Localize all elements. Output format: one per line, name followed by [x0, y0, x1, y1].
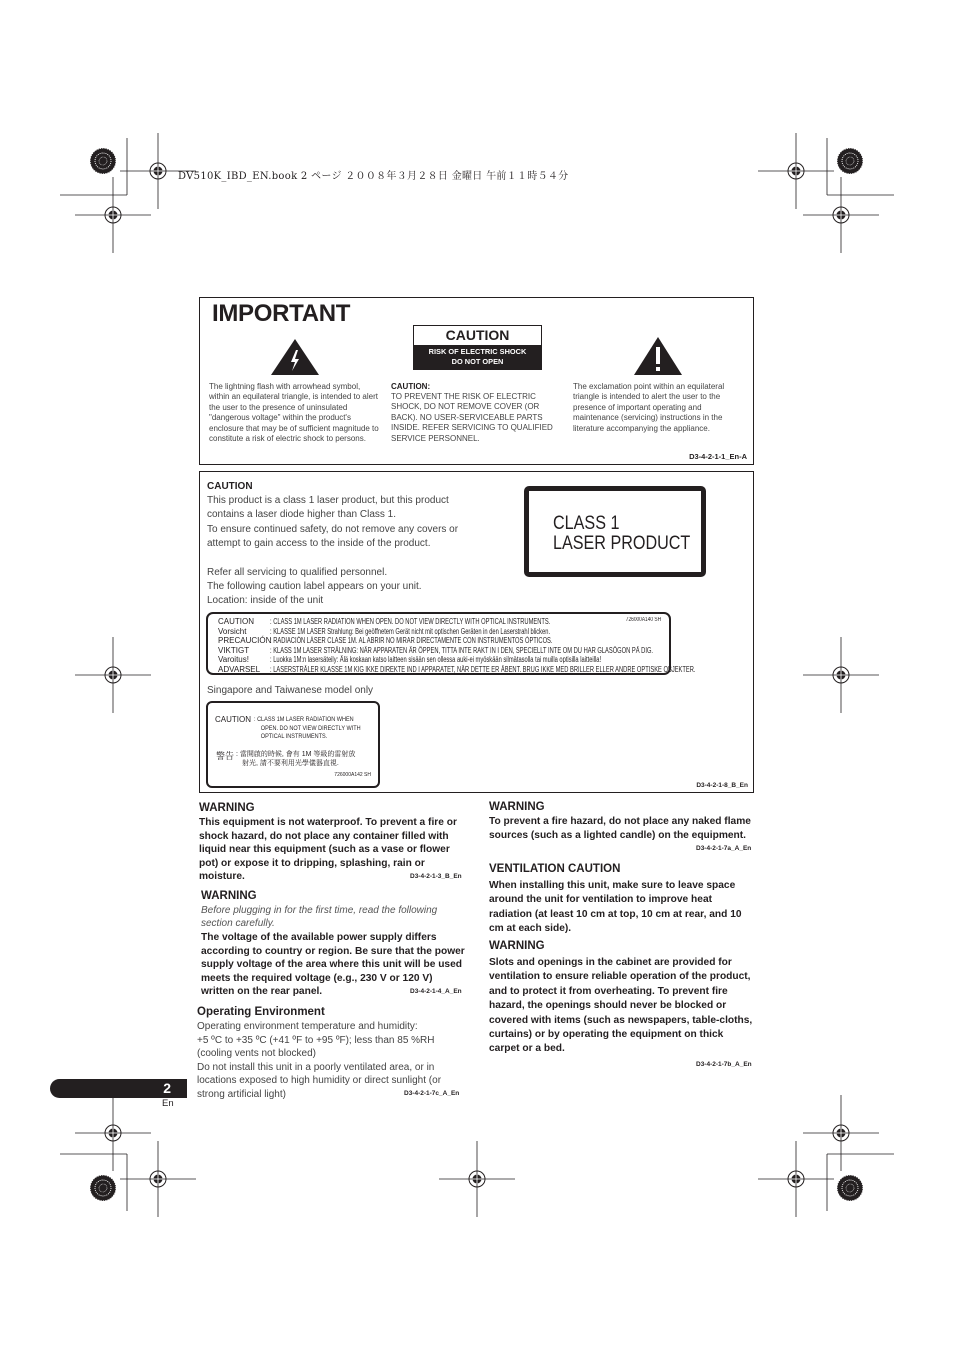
sg-warning-text: : 當開啟的時候, 會有 1M 等級的雷射放 射光, 請不要利用光學儀器直視.	[236, 751, 356, 767]
laser-paragraph-5: Location: inside of the unit	[207, 595, 324, 606]
caution-label-title: CAUTION	[445, 327, 510, 343]
warning-waterproof-heading: WARNING	[199, 802, 255, 814]
label-row-vorsicht: Vorsicht : KLASSE 1M LASER Strahlung: Bei geöffnetem Gerät nicht mit optischen Geräten in den Laserstrahl blicken.	[218, 626, 551, 636]
important-box	[199, 297, 754, 465]
laser-code: D3-4-2-1-8_B_En	[696, 782, 748, 789]
operating-environment-text-2: +5 ºC to +35 ºC (+41 ºF to +95 ºF); less than 85 %RH (cooling vents not blocked)	[197, 1034, 435, 1059]
lightning-description: The lightning flash with arrowhead symbol, within an equilateral triangle, is intended to alert the user to the presence of uninsulated "dangerous voltage" within the product's enclosure that may be of sufficient magnitude to constitute a risk of electric shock to persons.	[209, 382, 379, 444]
operating-environment-code: D3-4-2-1-7c_A_En	[404, 1090, 460, 1097]
laser-paragraph-2: To ensure continued safety, do not remove any covers or attempt to gain access to the inside of the product.	[207, 524, 459, 550]
caution-description: TO PREVENT THE RISK OF ELECTRIC SHOCK, DO NOT REMOVE COVER (OR BACK). NO USER-SERVICEABLE PARTS INSIDE. REFER SERVICING TO QUALIFIED SERVICE PERSONNEL.	[391, 392, 553, 443]
page-language: En	[162, 1098, 174, 1109]
label-code: 726000A140 SH	[625, 617, 661, 623]
label-row-varoitus: Varoitus! : Luokka 1M:n lasersäteily: Älä koskaan katso laitteen sisään sen ollessa auki-ei myöskään silmätasolla tai muilla optisilla laitteilla!	[218, 655, 602, 664]
warning-slots-text: Slots and openings in the cabinet are provided for ventilation to ensure reliable operation of the product, and to protect it from overheating. To prevent fire hazard, the openings should never be blocked or covered with items (such as newspapers, table-cloths, curtains) or by operating the equipment on thick carpet or a bed.	[489, 957, 753, 1055]
sg-warning-word: 警告	[216, 751, 235, 761]
label-row-precaucion: PRECAUCIÓN: RADIACIÓN LÁSER CLASE 1M. AL ABRIR NO MIRAR DIRECTAMENTE CON INSTRUMENTOS ÓPTICOS.	[218, 636, 553, 645]
warning-waterproof-text: This equipment is not waterproof. To prevent a fire or shock hazard, do not place any container filled with liquid near this equipment (such as a vase or flower pot) or expose it to dripping, splashing, rain or moisture.	[199, 817, 457, 883]
book-header: DV510K_IBD_EN.book 2 ページ ２００８年３月２８日 金曜日 午前１１時５４分	[178, 171, 569, 182]
lightning-warning-icon	[270, 338, 320, 376]
warning-voltage-heading: WARNING	[201, 890, 257, 902]
singapore-taiwan-note: Singapore and Taiwanese model only	[207, 685, 374, 696]
sg-caution-text: : CLASS 1M LASER RADIATION WHEN OPEN. DO NOT VIEW DIRECTLY WITH OPTICAL INSTRUMENTS.	[254, 716, 361, 740]
warning-slots-heading: WARNING	[489, 940, 545, 952]
laser-caution-heading: CAUTION	[207, 481, 253, 492]
warning-flame-heading: WARNING	[489, 801, 545, 813]
ventilation-heading: VENTILATION CAUTION	[489, 863, 621, 875]
caution-heading: CAUTION:	[391, 382, 431, 391]
operating-environment-text-1: Operating environment temperature and humidity:	[197, 1021, 418, 1032]
operating-environment-heading: Operating Environment	[197, 1006, 325, 1018]
warning-voltage-intro: Before plugging in for the first time, read the following section carefully.	[201, 905, 438, 929]
important-title: IMPORTANT	[212, 300, 351, 327]
caution-label-line2: DO NOT OPEN	[451, 356, 504, 366]
page-number-tab	[50, 1079, 187, 1098]
label-row-advarsel: ADVARSEL : LASERSTRÅLER KLASSE 1M KIG IKKE DIREKTE IND I APPARATET, NÅR DETTE ER ÅBENT. BRUG IKKE MED BRILLER ELLER ANDRE OPTISKE OBJEKTER.	[218, 664, 696, 674]
laser-paragraph-4: The following caution label appears on your unit.	[207, 581, 422, 592]
laser-paragraph-3: Refer all servicing to qualified personnel.	[207, 567, 388, 578]
caution-label-line1: RISK OF ELECTRIC SHOCK	[428, 347, 527, 356]
ventilation-text: When installing this unit, make sure to leave space around the unit for ventilation to improve heat radiation (at least 10 cm at top, 10 cm at rear, and 10 cm at each side).	[489, 880, 742, 934]
warning-flame-text: To prevent a fire hazard, do not place any naked flame sources (such as a lighted candle) on the equipment.	[489, 816, 751, 841]
caution-label-subtitle	[414, 345, 541, 369]
warning-slots-code: D3-4-2-1-7b_A_En	[696, 1061, 752, 1068]
class1-laser-label	[524, 486, 706, 577]
page-number: 2	[163, 1080, 171, 1096]
warning-voltage-code: D3-4-2-1-4_A_En	[410, 988, 462, 995]
laser-paragraph-1: This product is a class 1 laser product, but this product contains a laser diode higher than Class 1.	[207, 495, 449, 521]
label-row-viktigt: VIKTIGT : KLASS 1M LASER STRÅLNING: NÄR APPARATEN ÄR ÖPPEN, TITTA INTE RAKT IN I DEN, SPECIELLT INTE OM DU HAR GLASÖGON PÅ DIG.	[218, 645, 654, 655]
warning-flame-code: D3-4-2-1-7a_A_En	[696, 845, 752, 852]
important-code: D3-4-2-1-1_En-A	[689, 452, 747, 461]
sg-label-code: 726000A142 SH	[334, 772, 371, 778]
operating-environment-text-3: Do not install this unit in a poorly ventilated area, or in locations exposed to high humidity or direct sunlight (or strong artificial light)	[197, 1061, 442, 1100]
warning-waterproof-code: D3-4-2-1-3_B_En	[410, 873, 462, 880]
caution-shock-label	[413, 325, 542, 370]
sg-caution-word: CAUTION	[215, 715, 251, 724]
laser-caution-box	[199, 471, 754, 793]
class1-line1: CLASS 1	[553, 513, 620, 534]
label-row-caution: CAUTION : CLASS 1M LASER RADIATION WHEN OPEN. DO NOT VIEW DIRECTLY WITH OPTICAL INSTRUMENTS.	[218, 617, 551, 626]
multilingual-caution-label	[206, 612, 696, 675]
exclamation-warning-icon	[633, 336, 683, 376]
exclamation-description: The exclamation point within an equilateral triangle is intended to alert the user to the presence of important operating and maintenance (servicing) instructions in the literature accompanying the appliance.	[573, 382, 725, 433]
warning-voltage-text: The voltage of the available power supply differs according to country or region. Be sure that the power supply voltage of the area where this unit will be used meets the required voltage (e.g., 230 V or 120 V) written on the rear panel.	[201, 932, 465, 998]
singapore-taiwan-label	[206, 701, 380, 788]
class1-line2: LASER PRODUCT	[553, 533, 691, 554]
